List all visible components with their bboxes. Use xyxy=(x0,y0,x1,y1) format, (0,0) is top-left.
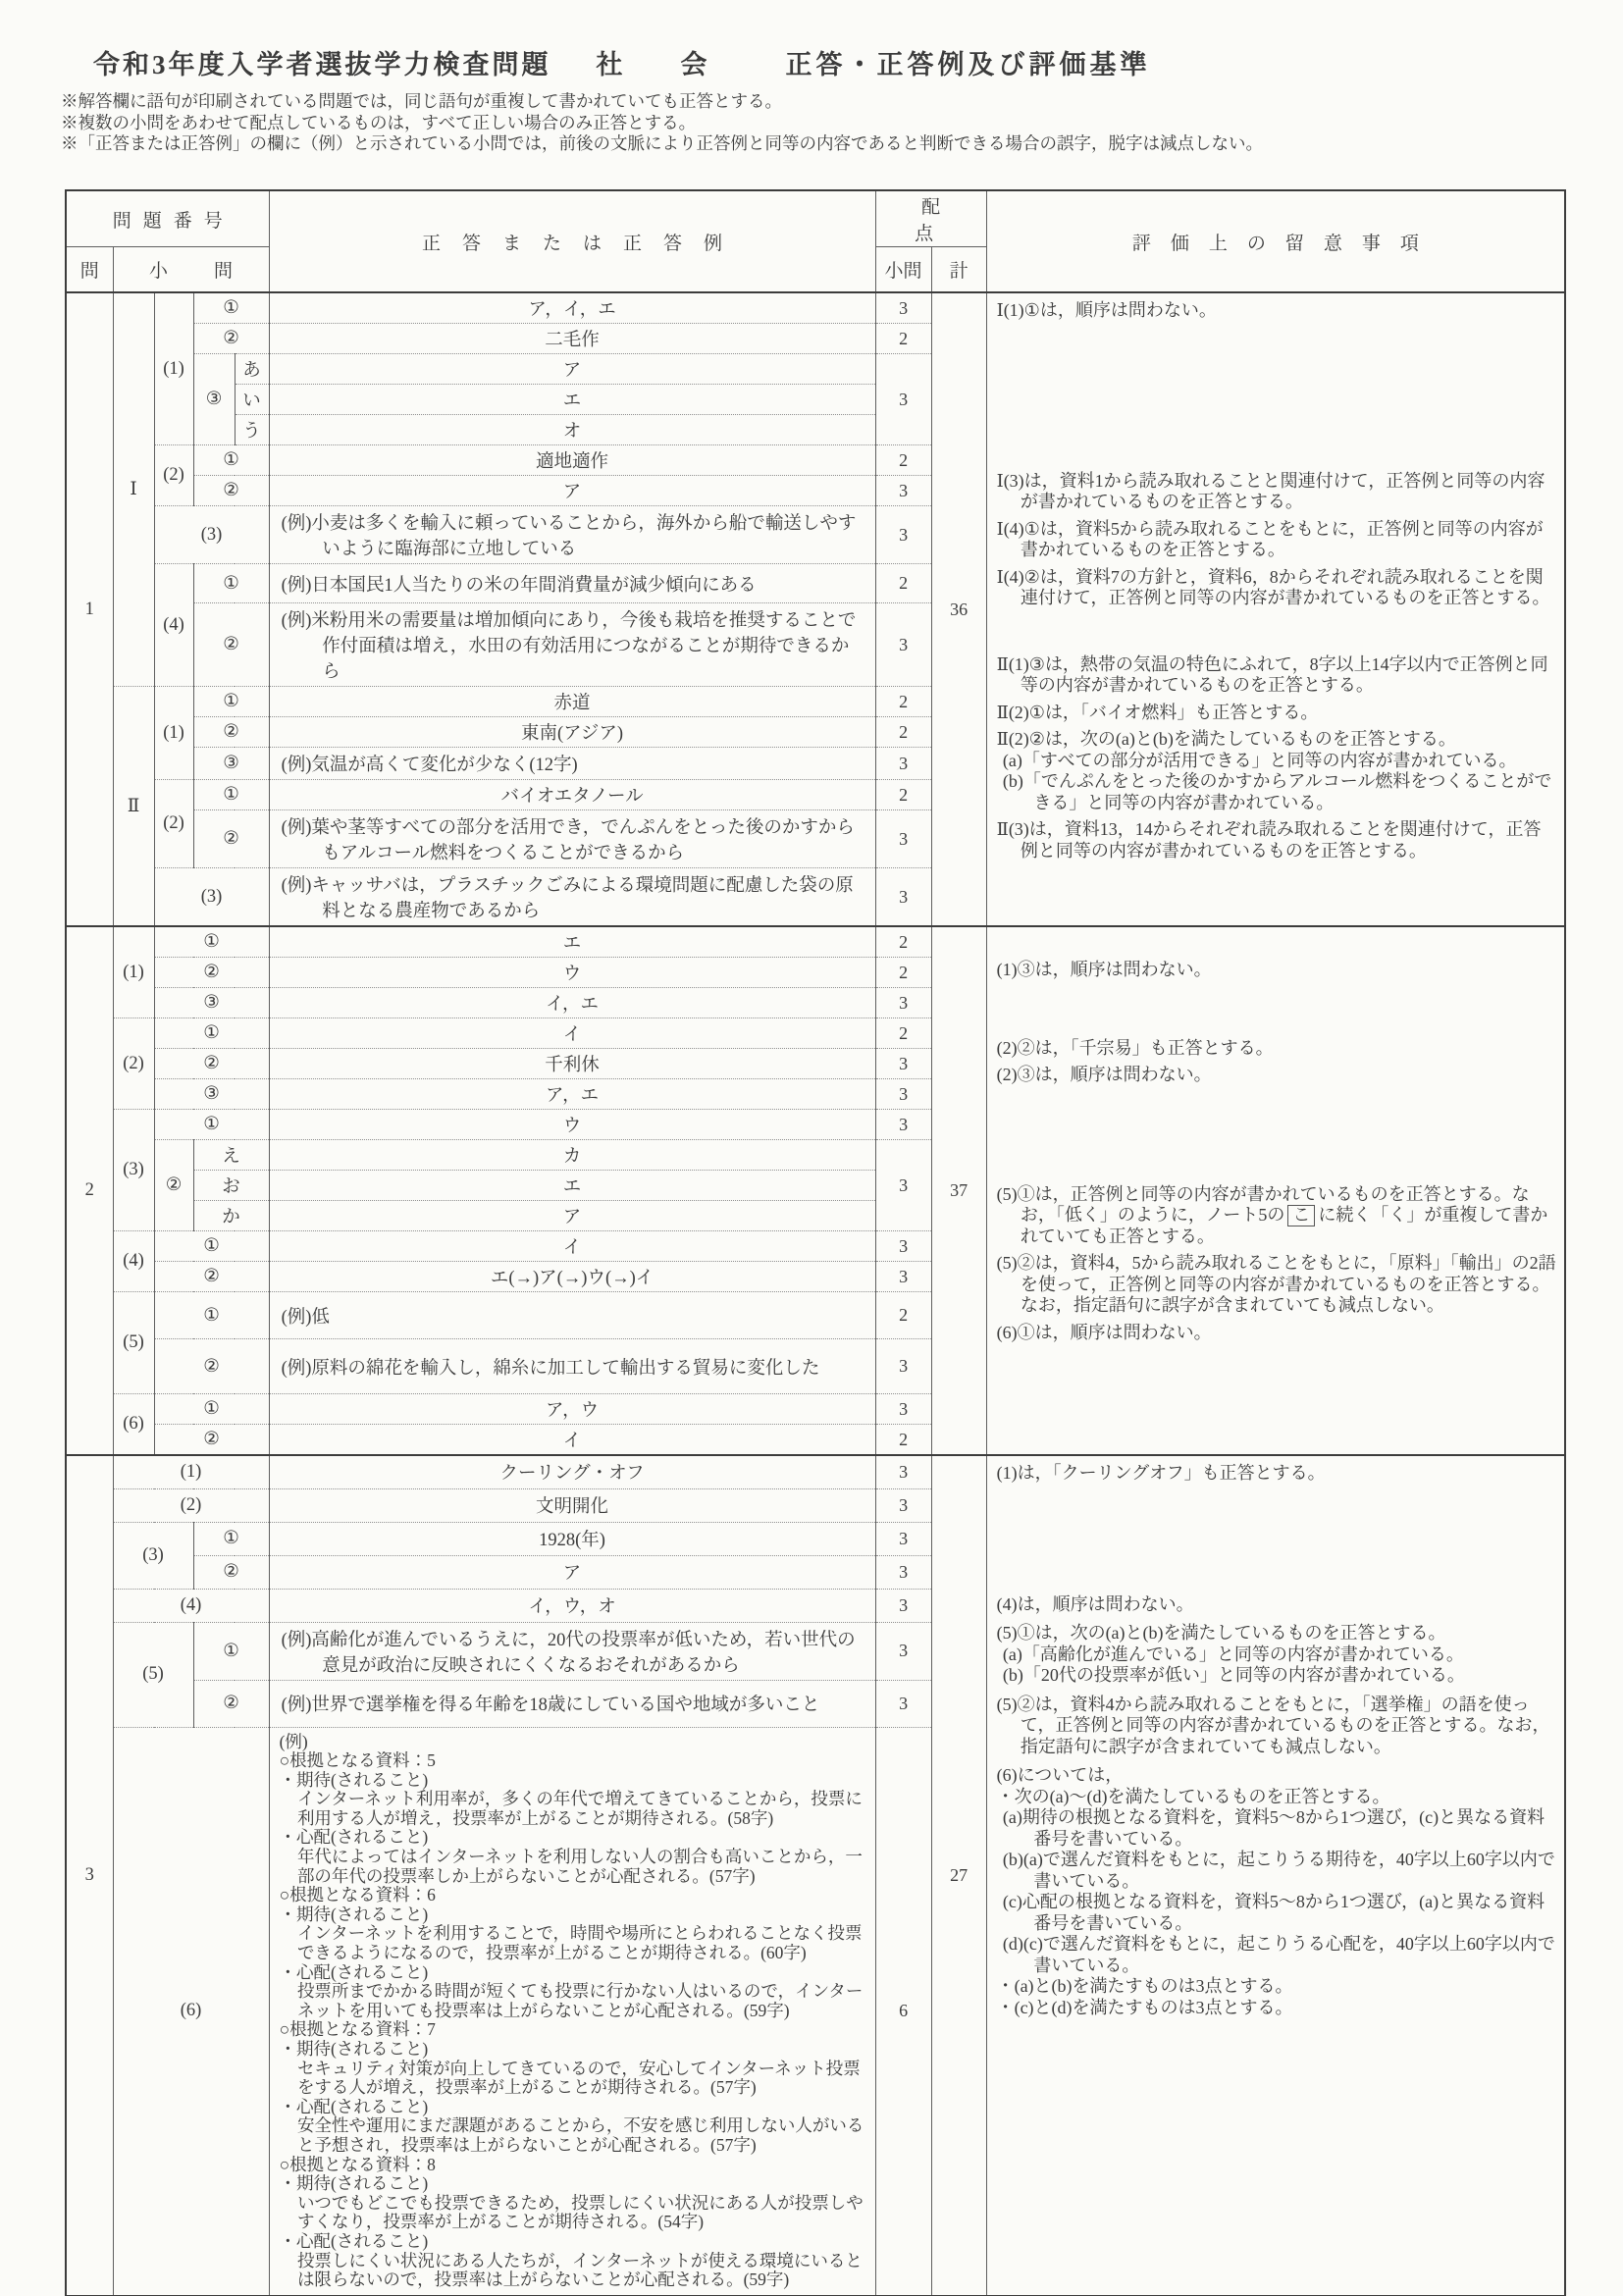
subquestion-paren-cell: (3) xyxy=(154,868,269,927)
header-question-number: 問題番号 xyxy=(66,190,269,247)
points-cell: 3 xyxy=(875,988,931,1018)
points-cell: 3 xyxy=(875,1110,931,1140)
total-points-cell: 36 xyxy=(931,292,986,926)
answer-cell: イ xyxy=(269,1018,875,1049)
preamble-note: ※解答欄に語句が印刷されている問題では，同じ語句が重複して書かれていても正答とする。 xyxy=(61,91,782,111)
roman-group-cell: Ⅰ xyxy=(113,292,154,687)
total-points-cell: 37 xyxy=(931,926,986,1455)
answer-line: 安全性や運用にまだ課題があることから，不安を感じ利用しない人がいると予想され，投票率は上がらないことが心配される。(57字) xyxy=(296,2115,864,2155)
subquestion-circle-cell: ② xyxy=(193,603,269,687)
note-line: (d)(c)で選んだ資料をもとに，起こりうる心配を，40字以上60字以内で書いている。 xyxy=(1002,1934,1555,1975)
note-line: (a)「すべての部分が活用できる」と同等の内容が書かれている。 xyxy=(1002,750,1517,770)
subquestion-circle-cell: ③ xyxy=(154,988,269,1018)
points-cell: 2 xyxy=(875,1018,931,1049)
evaluation-note xyxy=(997,1038,1557,1060)
subquestion-circle-cell: ② xyxy=(193,1555,269,1589)
answer-line: セキュリティ対策が向上してきているので，安心してインターネット投票をする人が増え，投票率が上がることが期待される。(57字) xyxy=(296,2058,861,2098)
points-cell: 2 xyxy=(875,687,931,717)
answer-cell: (例)日本国民1人当たりの米の年間消費量が減少傾向にある xyxy=(269,564,875,603)
evaluation-note xyxy=(997,654,1557,697)
subquestion-circle-cell: ① xyxy=(154,1110,269,1140)
evaluation-note xyxy=(997,703,1557,724)
subquestion-circle-cell: ② xyxy=(154,1339,269,1394)
subquestion-kana-cell: あ xyxy=(235,354,269,385)
header-mon: 問 xyxy=(66,247,113,293)
points-cell: 3 xyxy=(875,506,931,564)
question-section-1 xyxy=(66,292,1565,926)
evaluation-note xyxy=(997,1253,1557,1317)
points-cell: 3 xyxy=(875,1339,931,1394)
answer-cell: オ xyxy=(269,415,875,445)
note-line: (5)①は，正答例と同等の内容が書かれているものを正答とする。なお，「低く」のように，ノート5の こ に続く「く」が重複して書かれていても正答とする。 xyxy=(996,1183,1548,1246)
answer-line: ・心配(されること) xyxy=(279,1827,429,1848)
note-line: Ⅱ(2)②は，次の(a)と(b)を満たしているものを正答とする。 xyxy=(996,729,1456,749)
answer-line: ・期待(されること) xyxy=(279,1769,429,1790)
points-cell: 2 xyxy=(875,958,931,988)
subquestion-paren-cell: (6) xyxy=(113,1727,269,2296)
answer-line: ・心配(されること) xyxy=(279,1961,429,1982)
answer-cell: カ xyxy=(269,1140,875,1171)
preamble-note: ※複数の小問をあわせて配点しているものは，すべて正しい場合のみ正答とする。 xyxy=(61,112,697,132)
answer-cell: ウ xyxy=(269,958,875,988)
subquestion-circle-cell: ① xyxy=(193,1622,269,1680)
subquestion-paren-cell: (2) xyxy=(113,1488,269,1522)
evaluation-note xyxy=(997,729,1557,813)
note-line: (1)③は，順序は問わない。 xyxy=(996,960,1212,979)
evaluation-note xyxy=(997,1463,1557,1485)
answer-line: ○根拠となる資料：5 xyxy=(279,1750,436,1771)
answer-cell: (例)米粉用米の需要量は増加傾向にあり，今後も栽培を推奨することで作付面積は増え，水田の有効活用につながることが期待できるから xyxy=(269,603,875,687)
table-row xyxy=(66,1455,1565,1488)
subquestion-circle-cell: ① xyxy=(193,780,269,810)
header-shomon: 小 問 xyxy=(113,247,269,293)
total-points-cell: 27 xyxy=(931,1455,986,2296)
points-cell: 3 xyxy=(875,1522,931,1555)
points-cell: 3 xyxy=(875,1049,931,1079)
subquestion-circle-cell: ① xyxy=(193,292,269,324)
answer-cell: クーリング・オフ xyxy=(269,1455,875,1488)
answer-line: 年代によってはインターネットを利用しない人の割合も高いことから，一部の年代の投票率しか上がらないことが心配される。(57字) xyxy=(296,1847,863,1886)
subquestion-paren-cell: (2) xyxy=(113,1018,154,1110)
points-cell: 2 xyxy=(875,1425,931,1456)
subquestion-kana-cell: い xyxy=(235,385,269,415)
answer-cell: (例)小麦は多くを輸入に頼っていることから，海外から船で輸送しやすいように臨海部に立地している xyxy=(269,506,875,564)
note-line: Ⅱ(1)③は，熱帯の気温の特色にふれて，8字以上14字以内で正答例と同等の内容が書かれているものを正答とする。 xyxy=(996,653,1548,695)
note-line: (a)「高齢化が進んでいる」と同等の内容が書かれている。 xyxy=(1002,1644,1464,1664)
evaluation-note xyxy=(997,519,1557,561)
subquestion-paren-cell: (5) xyxy=(113,1292,154,1394)
note-line: Ⅰ(4)②は，資料7の方針と，資料6，8からそれぞれ読み取れることを関連付けて，正答例と同等の内容が書かれているものを正答とする。 xyxy=(996,566,1550,607)
question-number-cell: 2 xyxy=(66,926,113,1455)
answer-line: ・心配(されること) xyxy=(279,2096,429,2116)
header-points-total: 計 xyxy=(931,247,986,293)
answer-line: インターネット利用率が，多くの年代で増えてきていることから，投票に利用する人が増え，投票率が上がることが期待される。(58字) xyxy=(296,1789,863,1828)
points-cell: 3 xyxy=(875,748,931,780)
answer-cell: 文明開化 xyxy=(269,1488,875,1522)
points-cell: 2 xyxy=(875,780,931,810)
page-title xyxy=(93,43,1151,81)
subquestion-circle-cell: ① xyxy=(193,445,269,476)
subquestion-paren-cell: (6) xyxy=(113,1394,154,1456)
table-row xyxy=(66,926,1565,958)
evaluation-note xyxy=(997,819,1557,861)
points-cell: 3 xyxy=(875,1394,931,1425)
answer-cell: 東南(アジア) xyxy=(269,717,875,748)
exam-title: 令和3年度入学者選抜学力検査問題 xyxy=(93,50,551,79)
points-cell: 2 xyxy=(875,926,931,958)
note-line: (5)①は，次の(a)と(b)を満たしているものを正答とする。 xyxy=(996,1623,1446,1643)
subquestion-paren-cell: (1) xyxy=(154,292,193,445)
note-line: Ⅰ(1)①は，順序は問わない。 xyxy=(996,300,1217,320)
note-line: (6)①は，順序は問わない。 xyxy=(996,1322,1212,1342)
answer-key-table xyxy=(65,189,1566,2296)
evaluation-note xyxy=(997,1765,1557,2018)
answer-cell: イ xyxy=(269,1231,875,1262)
evaluation-note xyxy=(997,1184,1557,1248)
document-type-title: 正答・正答例及び評価基準 xyxy=(785,50,1151,79)
answer-cell: ア，エ xyxy=(269,1079,875,1110)
subquestion-kana-cell: か xyxy=(193,1201,269,1231)
subquestion-circle-cell: ③ xyxy=(193,354,235,445)
note-line: Ⅱ(3)は，資料13，14からそれぞれ読み取れることを関連付けて，正答例と同等の内容が書かれているものを正答とする。 xyxy=(996,819,1542,861)
note-line: (a)期待の根拠となる資料を，資料5～8から1つ選び，(c)と異なる資料番号を書いている。 xyxy=(1002,1807,1545,1849)
evaluation-note xyxy=(997,1594,1557,1616)
answer-line: いつでもどこでも投票できるため，投票しにくい状況にある人が投票しやすくなり，投票率が上がることが期待される。(54字) xyxy=(296,2192,864,2232)
answer-cell: ア xyxy=(269,476,875,506)
subquestion-circle-cell: ③ xyxy=(193,748,269,780)
subquestion-circle-cell: ② xyxy=(154,1262,269,1292)
answer-cell: バイオエタノール xyxy=(269,780,875,810)
subquestion-paren-cell: (5) xyxy=(113,1622,193,1727)
answer-cell: (例)葉や茎等すべての部分を活用でき，でんぷんをとった後のかすからもアルコール燃料をつくることができるから xyxy=(269,810,875,868)
points-cell: 3 xyxy=(875,603,931,687)
evaluation-notes-cell xyxy=(986,1455,1565,2296)
header-correct-answer: 正答または正答例 xyxy=(269,190,875,292)
note-line: (c)心配の根拠となる資料を，資料5～8から1つ選び，(a)と異なる資料番号を書いている。 xyxy=(1002,1892,1545,1933)
subquestion-circle-cell: ② xyxy=(193,717,269,748)
header-points-per-subquestion: 小問 xyxy=(875,247,931,293)
boxed-character: こ xyxy=(1287,1205,1315,1226)
subquestion-kana-cell: お xyxy=(193,1171,269,1201)
answer-cell: イ，エ xyxy=(269,988,875,1018)
answer-line: ○根拠となる資料：8 xyxy=(279,2154,436,2174)
subquestion-circle-cell: ② xyxy=(154,958,269,988)
answer-cell: エ xyxy=(269,385,875,415)
subquestion-circle-cell: ① xyxy=(154,1231,269,1262)
answer-cell: (例)低 xyxy=(269,1292,875,1339)
points-cell: 3 xyxy=(875,354,931,445)
evaluation-note xyxy=(997,471,1557,513)
answer-cell: ア xyxy=(269,1555,875,1589)
points-cell: 3 xyxy=(875,1488,931,1522)
answer-line: ・期待(されること) xyxy=(279,2039,429,2059)
header-evaluation-notes: 評価上の留意事項 xyxy=(986,190,1565,292)
answer-line: ○根拠となる資料：6 xyxy=(279,1885,436,1905)
subquestion-paren-cell: (4) xyxy=(154,564,193,687)
subquestion-circle-cell: ① xyxy=(154,926,269,958)
subquestion-kana-cell: う xyxy=(235,415,269,445)
points-cell: 3 xyxy=(875,1680,931,1727)
grading-preamble xyxy=(61,91,1263,155)
subquestion-circle-cell: ② xyxy=(154,1140,193,1231)
subquestion-circle-cell: ② xyxy=(193,810,269,868)
note-line: Ⅱ(2)①は，「バイオ燃料」も正答とする。 xyxy=(996,702,1319,722)
answer-cell: エ xyxy=(269,926,875,958)
subquestion-circle-cell: ② xyxy=(193,324,269,354)
evaluation-note xyxy=(997,300,1557,322)
subquestion-circle-cell: ① xyxy=(154,1394,269,1425)
subquestion-paren-cell: (1) xyxy=(113,1455,269,1488)
note-line: (b)「20代の投票率が低い」と同等の内容が書かれている。 xyxy=(1002,1665,1465,1685)
note-line: (2)③は，順序は問わない。 xyxy=(996,1065,1212,1084)
evaluation-note xyxy=(997,1695,1557,1758)
answer-cell: 二毛作 xyxy=(269,324,875,354)
points-cell: 3 xyxy=(875,1079,931,1110)
evaluation-note xyxy=(997,1065,1557,1086)
answer-cell xyxy=(269,1727,875,2296)
points-cell: 2 xyxy=(875,717,931,748)
answer-cell: 赤道 xyxy=(269,687,875,717)
answer-cell: ア xyxy=(269,1201,875,1231)
subject-title: 社 会 xyxy=(596,50,723,79)
answer-cell: 千利休 xyxy=(269,1049,875,1079)
table-header xyxy=(66,190,1565,292)
answer-line: 投票所までかかる時間が短くても投票に行かない人はいるので，インターネットを用いても投票率は上がらないことが心配される。(59字) xyxy=(296,1981,864,2020)
answer-line: 投票しにくい状況にある人たちが，インターネットが使える環境にいるとは限らないので，投票率は上がらないことが心配される。(59字) xyxy=(296,2250,863,2290)
note-line: Ⅰ(3)は，資料1から読み取れることと関連付けて，正答例と同等の内容が書かれているものを正答とする。 xyxy=(996,470,1545,511)
answer-cell: (例)世界で選挙権を得る年齢を18歳にしている国や地域が多いこと xyxy=(269,1680,875,1727)
note-line: (6)については， xyxy=(996,1765,1124,1785)
subquestion-circle-cell: ② xyxy=(193,476,269,506)
answer-cell: (例)高齢化が進んでいるうえに，20代の投票率が低いため，若い世代の意見が政治に反映されにくくなるおそれがあるから xyxy=(269,1622,875,1680)
points-cell: 3 xyxy=(875,1589,931,1622)
points-cell: 2 xyxy=(875,445,931,476)
answer-cell: 適地適作 xyxy=(269,445,875,476)
subquestion-circle-cell: ② xyxy=(154,1425,269,1456)
evaluation-note xyxy=(997,567,1557,609)
subquestion-paren-cell: (4) xyxy=(113,1589,269,1622)
answer-cell: (例)気温が高くて変化が少なく(12字) xyxy=(269,748,875,780)
question-number-cell: 1 xyxy=(66,292,113,926)
table-row xyxy=(66,292,1565,324)
answer-cell: ウ xyxy=(269,1110,875,1140)
question-section-2 xyxy=(66,926,1565,1455)
subquestion-circle-cell: ② xyxy=(193,1680,269,1727)
answer-cell: ア，イ，エ xyxy=(269,292,875,324)
note-line: ・(a)と(b)を満たすものは3点とする。 xyxy=(996,1976,1293,1996)
points-cell: 3 xyxy=(875,1140,931,1231)
note-line: (2)②は，「千宗易」も正答とする。 xyxy=(996,1037,1274,1058)
points-cell: 3 xyxy=(875,1231,931,1262)
answer-cell: ア xyxy=(269,354,875,385)
answer-line: ・心配(されること) xyxy=(279,2230,429,2251)
subquestion-circle-cell: ① xyxy=(193,687,269,717)
points-cell: 3 xyxy=(875,292,931,324)
note-line: (b)(a)で選んだ資料をもとに，起こりうる期待を，40字以上60字以内で書いている。 xyxy=(1002,1850,1555,1891)
points-cell: 6 xyxy=(875,1727,931,2296)
evaluation-note xyxy=(997,960,1557,981)
points-cell: 2 xyxy=(875,324,931,354)
points-cell: 2 xyxy=(875,564,931,603)
preamble-note: ※「正答または正答例」の欄に（例）と示されている小問では，前後の文脈により正答例と同等の内容であると判断できる場合の誤字，脱字は減点しない。 xyxy=(61,133,1263,153)
subquestion-paren-cell: (2) xyxy=(154,445,193,506)
answer-line: インターネットを利用することで，時間や場所にとらわれることなく投票できるようになるので，投票率が上がることが期待される。(60字) xyxy=(296,1923,863,1963)
answer-line: ・期待(されること) xyxy=(279,2173,429,2194)
subquestion-paren-cell: (1) xyxy=(113,926,154,1018)
note-line: (5)②は，資料4，5から読み取れることをもとに，「原料」「輸出」の2語を使って，正答例と同等の内容が書かれているものを正答とする。なお，指定語句に誤字が含まれていても減点しない。 xyxy=(996,1253,1556,1316)
header-points: 配 点 xyxy=(875,190,986,247)
evaluation-notes-cell xyxy=(986,292,1565,926)
subquestion-circle-cell: ② xyxy=(154,1049,269,1079)
answer-line: (例) xyxy=(279,1731,308,1751)
evaluation-note xyxy=(997,1623,1557,1687)
points-cell: 3 xyxy=(875,1622,931,1680)
answer-cell: (例)キャッサバは，プラスチックごみによる環境問題に配慮した袋の原料となる農産物であるから xyxy=(269,868,875,927)
note-line: ・(c)と(d)を満たすものは3点とする。 xyxy=(996,1997,1293,2017)
points-cell: 3 xyxy=(875,1455,931,1488)
points-cell: 3 xyxy=(875,476,931,506)
roman-group-cell: Ⅱ xyxy=(113,687,154,927)
answer-cell: ア，ウ xyxy=(269,1394,875,1425)
evaluation-note xyxy=(997,1323,1557,1344)
subquestion-circle-cell: ① xyxy=(193,564,269,603)
points-cell: 3 xyxy=(875,1555,931,1589)
question-section-3 xyxy=(66,1455,1565,2296)
subquestion-kana-cell: え xyxy=(193,1140,269,1171)
subquestion-circle-cell: ① xyxy=(154,1292,269,1339)
answer-cell: エ xyxy=(269,1171,875,1201)
note-line: (4)は，順序は問わない。 xyxy=(996,1593,1194,1614)
subquestion-circle-cell: ③ xyxy=(154,1079,269,1110)
note-line: Ⅰ(4)①は，資料5から読み取れることをもとに，正答例と同等の内容が書かれているものを正答とする。 xyxy=(996,518,1544,559)
evaluation-notes-cell xyxy=(986,926,1565,1455)
points-cell: 3 xyxy=(875,868,931,927)
answer-cell: 1928(年) xyxy=(269,1522,875,1555)
points-cell: 3 xyxy=(875,810,931,868)
note-line: (b)「でんぷんをとった後のかすからアルコール燃料をつくることができる」と同等の内容が書かれている。 xyxy=(1002,771,1552,812)
question-number-cell: 3 xyxy=(66,1455,113,2296)
answer-cell: (例)原料の綿花を輸入し，綿糸に加工して輸出する貿易に変化した xyxy=(269,1339,875,1394)
answer-cell: イ xyxy=(269,1425,875,1456)
subquestion-paren-cell: (3) xyxy=(154,506,269,564)
points-cell: 3 xyxy=(875,1262,931,1292)
subquestion-paren-cell: (2) xyxy=(154,780,193,868)
subquestion-paren-cell: (3) xyxy=(113,1110,154,1231)
note-line: ・次の(a)～(d)を満たしているものを正答とする。 xyxy=(996,1786,1390,1806)
points-cell: 2 xyxy=(875,1292,931,1339)
answer-line: ・期待(されること) xyxy=(279,1904,429,1924)
subquestion-paren-cell: (1) xyxy=(154,687,193,780)
subquestion-paren-cell: (3) xyxy=(113,1522,193,1589)
note-line: (5)②は，資料4から読み取れることをもとに，「選挙権」の語を使って，正答例と同等の内容が書かれているものを正答とする。なお，指定語句に誤字が含まれていても減点しない。 xyxy=(996,1694,1550,1756)
answer-cell: エ(→)ア(→)ウ(→)イ xyxy=(269,1262,875,1292)
answer-cell: イ，ウ，オ xyxy=(269,1589,875,1622)
note-line: (1)は，「クーリングオフ」も正答とする。 xyxy=(996,1463,1326,1483)
subquestion-paren-cell: (4) xyxy=(113,1231,154,1292)
subquestion-circle-cell: ① xyxy=(193,1522,269,1555)
subquestion-circle-cell: ① xyxy=(154,1018,269,1049)
answer-line: ○根拠となる資料：7 xyxy=(279,2019,436,2040)
